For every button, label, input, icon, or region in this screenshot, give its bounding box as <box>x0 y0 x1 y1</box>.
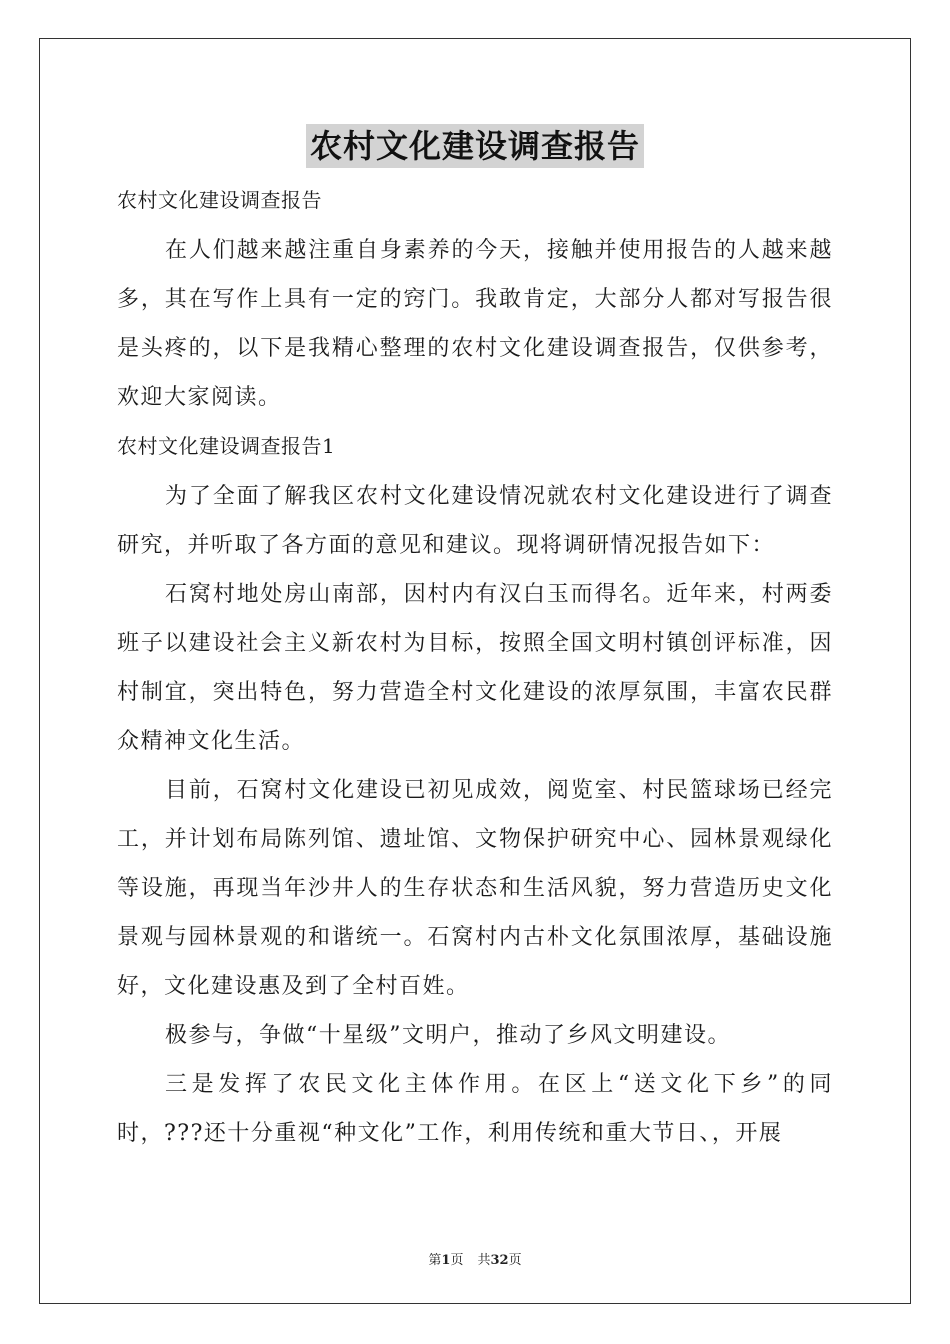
page-footer <box>0 1249 950 1268</box>
document-body <box>117 180 833 1158</box>
paragraph-3: 目前，石窝村文化建设已初见成效，阅览室、村民篮球场已经完工，并计划布局陈列馆、遗址馆、文物保护研究中心、园林景观绿化等设施，再现当年沙井人的生存状态和生活风貌，努力营造历史文化景观与园林景观的和谐统一。石窝村内古朴文化氛围浓厚，基础设施好，文化建设惠及到了全村百姓。 <box>117 778 833 999</box>
document-subtitle: 农村文化建设调查报告 <box>117 188 322 212</box>
section-heading: 农村文化建设调查报告1 <box>117 434 336 458</box>
footer-page-number: 1 <box>441 1253 451 1268</box>
footer-page-suffix: 页 <box>450 1253 464 1268</box>
footer-page-prefix: 第 <box>428 1253 442 1268</box>
document-title: 农村文化建设调查报告 <box>306 124 644 168</box>
paragraph-1: 为了全面了解我区农村文化建设情况就农村文化建设进行了调查研究，并听取了各方面的意见和建议。现将调研情况报告如下： <box>117 484 833 558</box>
footer-total-pages: 32 <box>490 1253 509 1268</box>
intro-paragraph: 在人们越来越注重自身素养的今天，接触并使用报告的人越来越多，其在写作上具有一定的窍门。我敢肯定，大部分人都对写报告很是头疼的，以下是我精心整理的农村文化建设调查报告，仅供参考，欢迎大家阅读。 <box>117 238 833 410</box>
footer-total-prefix: 共 <box>477 1253 491 1268</box>
title-wrap <box>0 124 950 168</box>
paragraph-4: 极参与，争做“十星级”文明户，推动了乡风文明建设。 <box>165 1023 731 1048</box>
footer-total-suffix: 页 <box>508 1253 522 1268</box>
paragraph-5: 三是发挥了农民文化主体作用。在区上“送文化下乡”的同时，???还十分重视“种文化”工作，利用传统和重大节日、，开展 <box>117 1072 833 1146</box>
paragraph-2: 石窝村地处房山南部，因村内有汉白玉而得名。近年来，村两委班子以建设社会主义新农村为目标，按照全国文明村镇创评标准，因村制宜，突出特色，努力营造全村文化建设的浓厚氛围，丰富农民群众精神文化生活。 <box>117 582 833 754</box>
